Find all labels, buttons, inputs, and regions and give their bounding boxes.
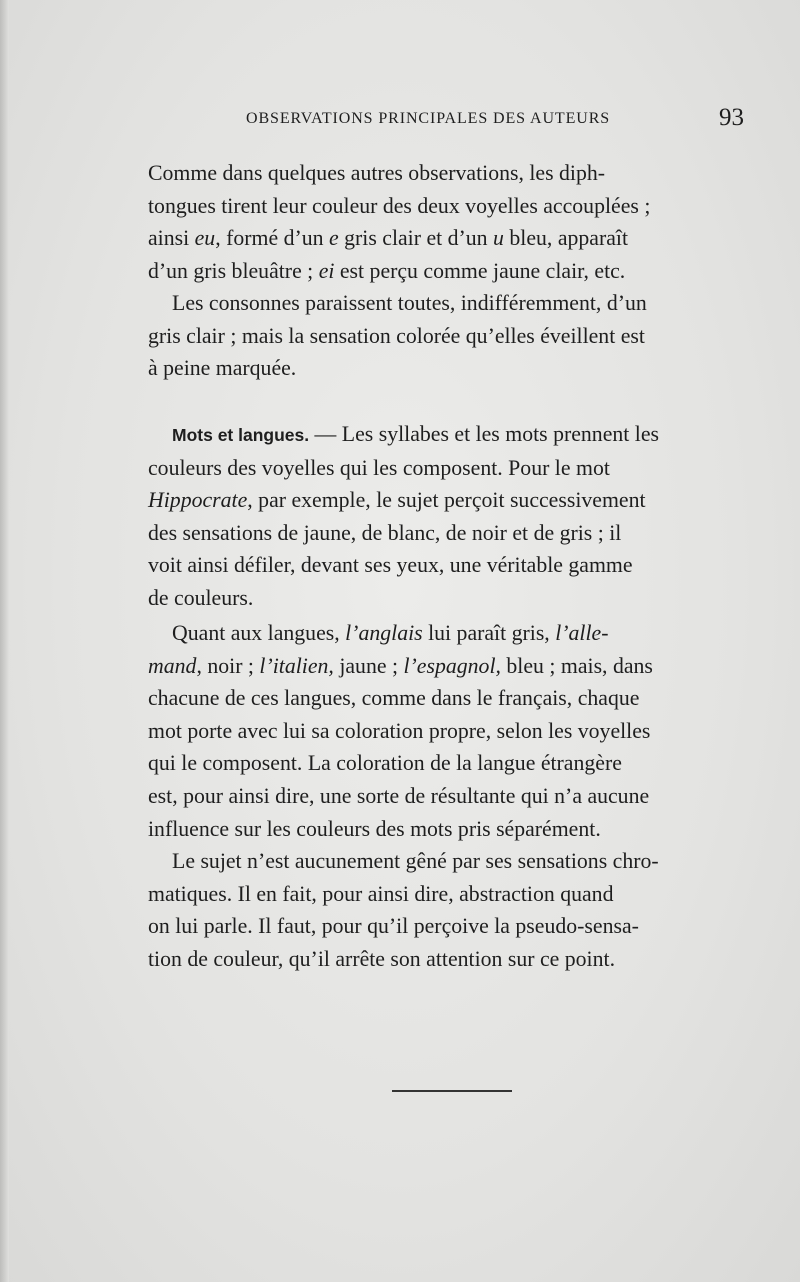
italic-term: l’anglais	[345, 621, 423, 645]
paragraph-consonants	[148, 287, 753, 385]
end-rule	[392, 1090, 512, 1092]
italic-term: ei	[318, 258, 335, 283]
italic-term: u	[493, 226, 504, 251]
text-span: , formé d’un	[215, 226, 329, 251]
text-span: couleurs des voyelles qui les composent. Pour le mot	[148, 455, 610, 480]
section-heading: Mots et langues.	[172, 425, 310, 445]
running-title: OBSERVATIONS PRINCIPALES DES AUTEURS	[246, 110, 611, 127]
page-number: 93	[719, 104, 744, 131]
paragraph-mots-et-langues	[148, 418, 753, 615]
text-span: tion de couleur, qu’il arrête son attention sur ce point.	[148, 946, 616, 971]
italic-term: Hippocrate	[148, 488, 248, 513]
italic-term: e	[329, 226, 339, 251]
page-binding-edge	[0, 0, 9, 1282]
text-span: des sensations de jaune, de blanc, de noir et de gris ; il	[148, 520, 622, 545]
text-span: mot porte avec lui sa coloration propre, selon les voyelles	[148, 718, 651, 743]
text-span: voit ainsi défiler, devant ses yeux, une véritable gamme	[148, 553, 633, 578]
running-header	[246, 104, 746, 134]
text-span: bleu ; mais, dans	[500, 653, 653, 678]
text-span: de couleurs.	[148, 585, 254, 610]
text-span: gris clair ; mais la sensation colorée qu’elles éveillent est	[148, 323, 645, 348]
text-span: gris clair et d’un	[338, 226, 494, 251]
paragraph-langues	[148, 617, 753, 845]
text-span: influence sur les couleurs des mots pris séparément.	[148, 816, 601, 841]
text-span: est, pour ainsi dire, une sorte de résultante qui n’a aucune	[148, 783, 650, 808]
paragraph-diphthongs	[148, 157, 753, 287]
text-span: , noir ;	[196, 653, 260, 678]
text-span: jaune ;	[333, 653, 404, 678]
text-span: Quant aux langues,	[172, 621, 346, 645]
text-span: lui paraît gris,	[422, 621, 556, 645]
text-span: à peine marquée.	[148, 356, 297, 381]
text-span: matiques. Il en fait, pour ainsi dire, abstraction quand	[148, 881, 614, 906]
text-span: ainsi	[148, 226, 195, 251]
paragraph-sensations	[148, 845, 753, 975]
text-span: bleu, apparaît	[503, 226, 629, 251]
text-span: Les consonnes paraissent toutes, indifféremment, d’un	[172, 291, 647, 315]
text-span: — Les syllabes et les mots prennent les	[309, 422, 659, 446]
italic-term: l’alle-	[555, 621, 609, 645]
italic-term: l’espagnol,	[403, 653, 501, 678]
text-span: Comme dans quelques autres observations, les diph-	[148, 161, 606, 185]
text-span: est perçu comme jaune clair, etc.	[334, 258, 626, 283]
text-span: chacune de ces langues, comme dans le français, chaque	[148, 686, 640, 711]
text-span: Le sujet n’est aucunement gêné par ses sensations chro-	[172, 849, 659, 873]
italic-term: l’italien,	[259, 653, 334, 678]
text-span: d’un gris bleuâtre ;	[148, 258, 319, 283]
text-span: tongues tirent leur couleur des deux voyelles accouplées ;	[148, 193, 651, 218]
text-span: qui le composent. La coloration de la langue étrangère	[148, 751, 622, 776]
text-span: on lui parle. Il faut, pour qu’il perçoive la pseudo-sensa-	[148, 914, 639, 939]
text-span: , par exemple, le sujet perçoit successivement	[247, 488, 646, 513]
italic-term: eu	[194, 226, 216, 251]
italic-term: mand	[148, 653, 197, 678]
